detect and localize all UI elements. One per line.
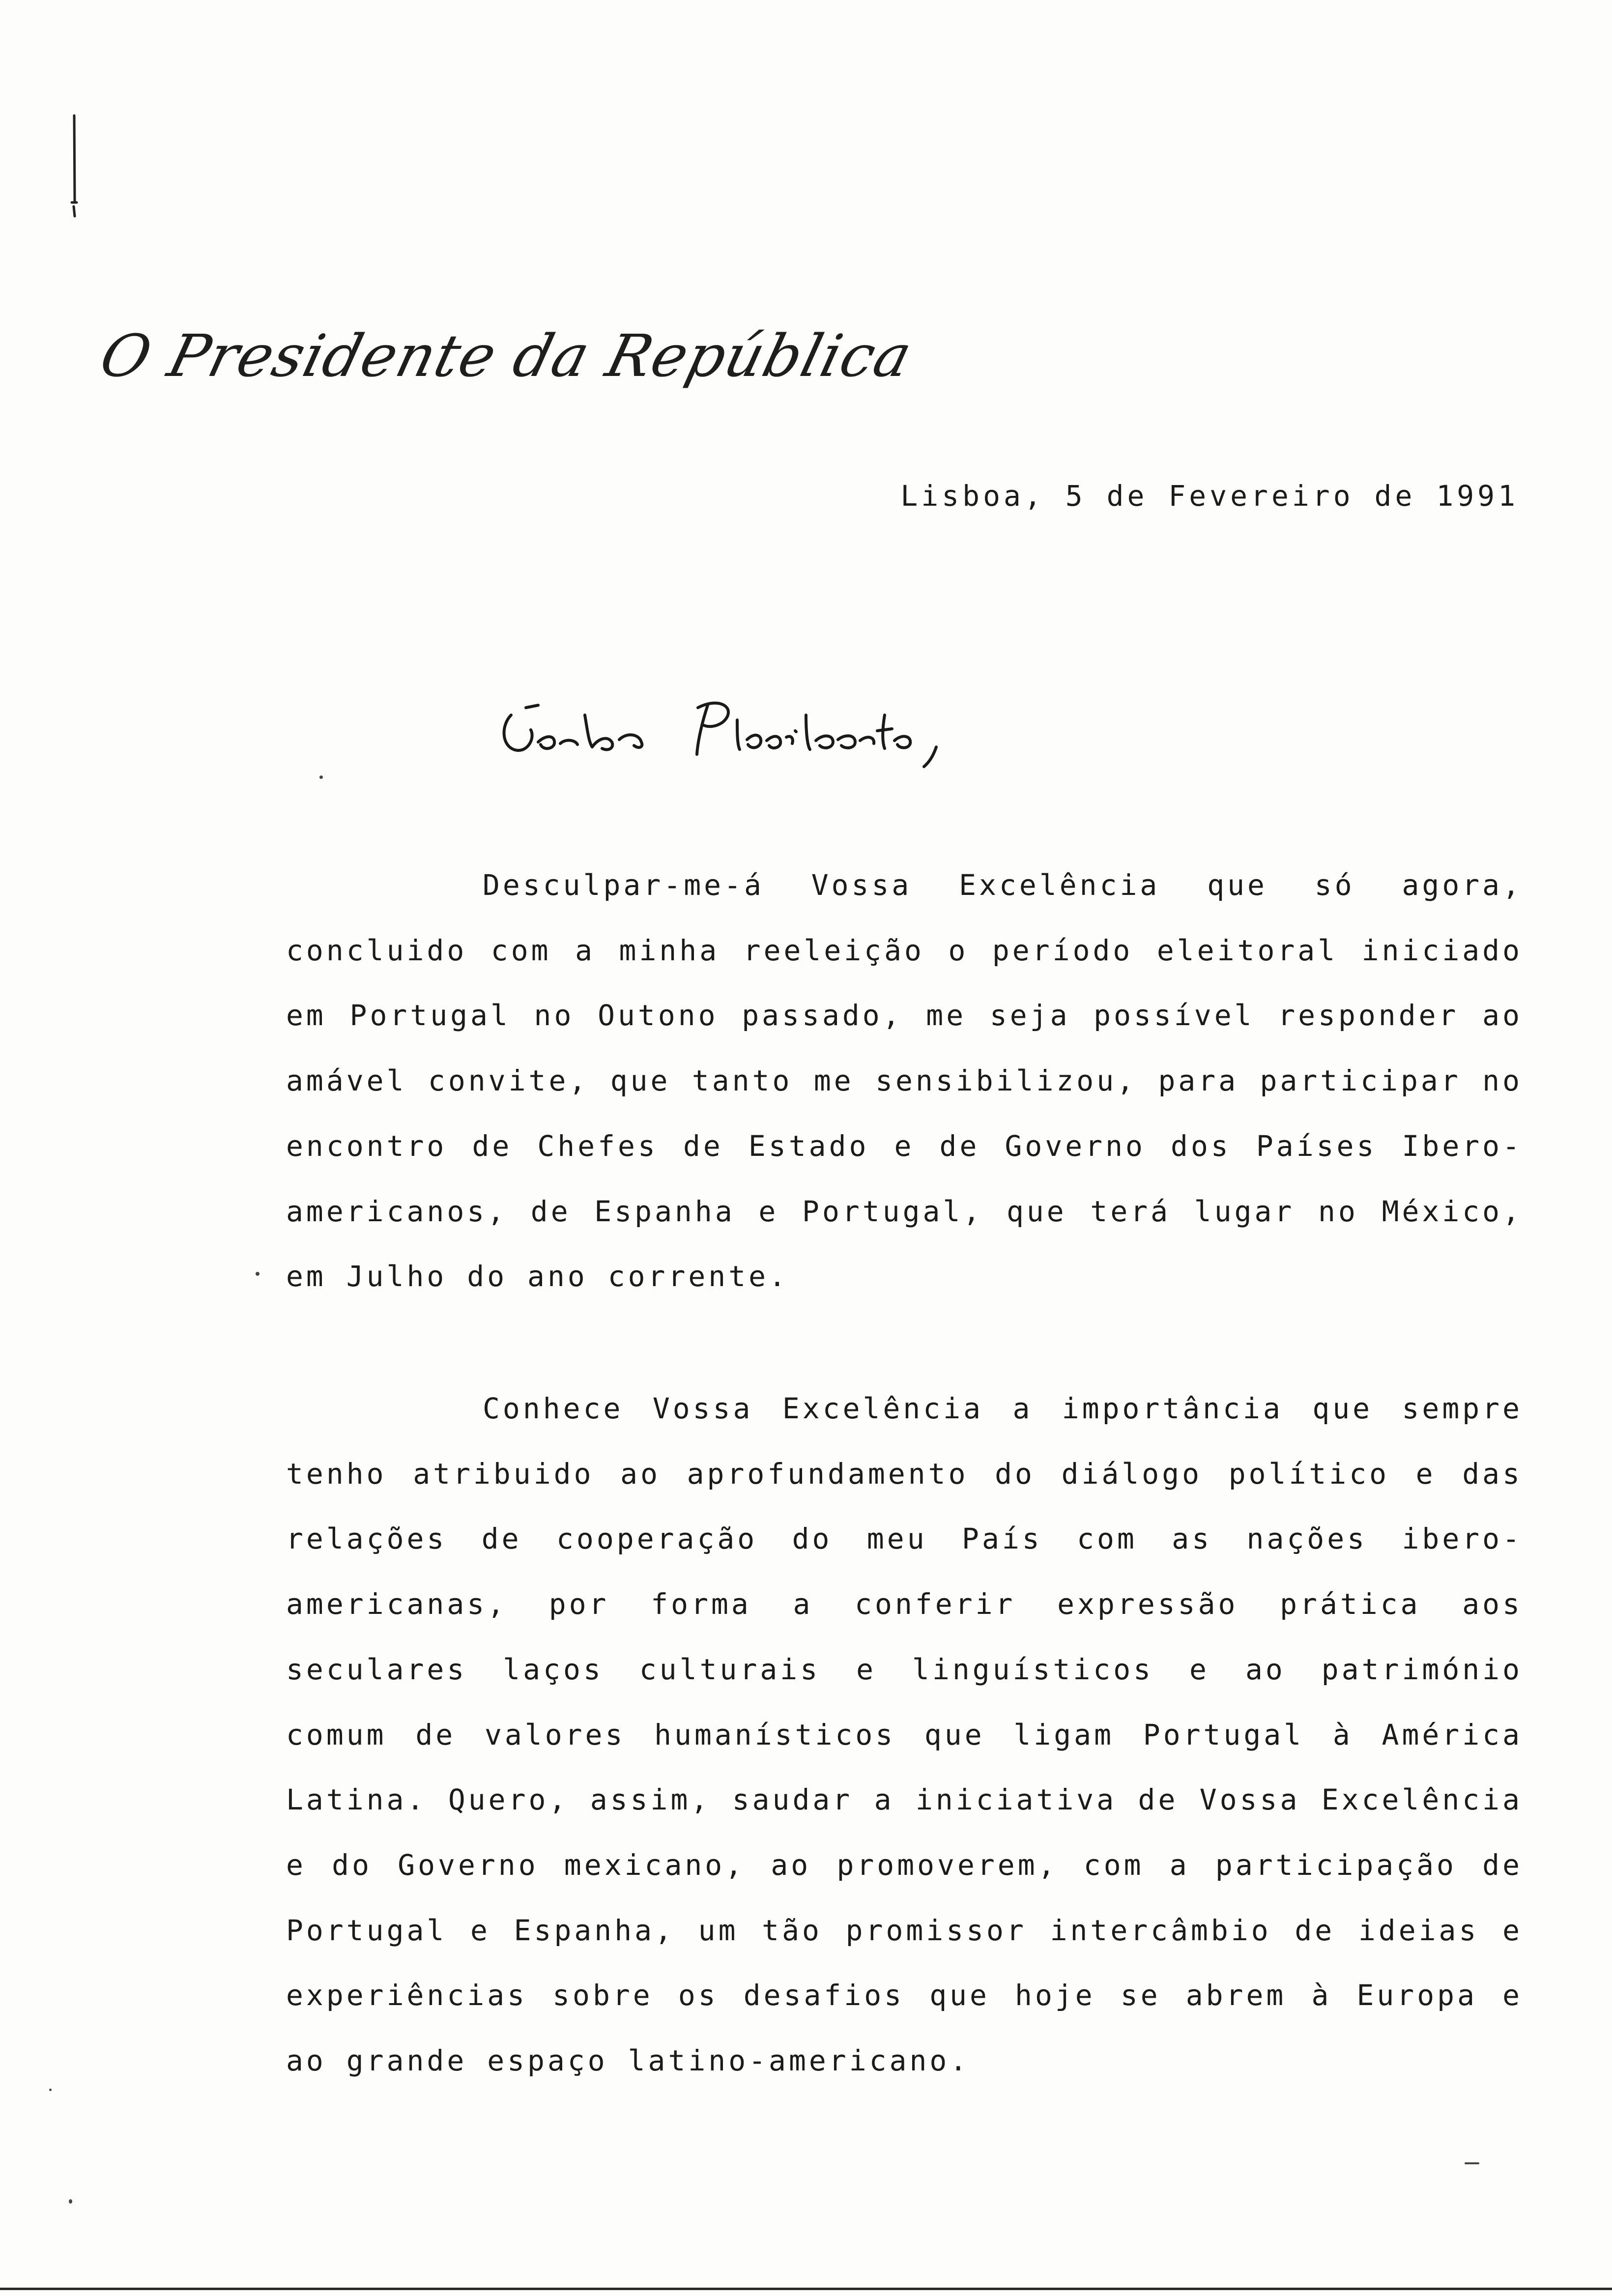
scan-speck	[319, 775, 323, 779]
salutation-signature-drawing	[491, 686, 963, 774]
margin-mark	[69, 113, 80, 221]
handwritten-salutation	[491, 686, 963, 774]
scan-speck	[1465, 2162, 1479, 2164]
letterhead-title: O Presidente da República	[93, 322, 920, 390]
dateline: Lisboa, 5 de Fevereiro de 1991	[900, 479, 1519, 513]
body-paragraph-2: Conhece Vossa Excelência a importância que sempre tenho atribuido ao aprofundamento do diálogo político e das relações de cooperação do meu País com as nações ibero-americanas, por forma a conferir expressão prática aos seculares laços culturais e linguísticos e ao património comum de valores humanísticos que ligam Portugal à América Latina. Quero, assim, saudar a iniciativa de Vossa Excelência e do Governo mexicano, ao promoverem, com a participação de Portugal e Espanha, um tão promissor intercâmbio de ideias e experiências sobre os desafios que hoje se abrem à Europa e ao grande espaço latino-americano.	[286, 1392, 1523, 2078]
bottom-edge-line	[0, 2288, 1612, 2290]
scan-speck	[256, 1272, 259, 1276]
body-paragraph-1: Desculpar-me-á Vossa Excelência que só agora, concluido com a minha reeleição o período eleitoral iniciado em Portugal no Outono passado, me seja possível responder ao amável convite, que tanto me sensibilizou, para participar no encontro de Chefes de Estado e de Governo dos Países Ibero-americanos, de Espanha e Portugal, que terá lugar no México, em Julho do ano corrente.	[286, 868, 1523, 1293]
scan-speck	[49, 2089, 52, 2091]
scan-speck	[69, 2199, 72, 2204]
